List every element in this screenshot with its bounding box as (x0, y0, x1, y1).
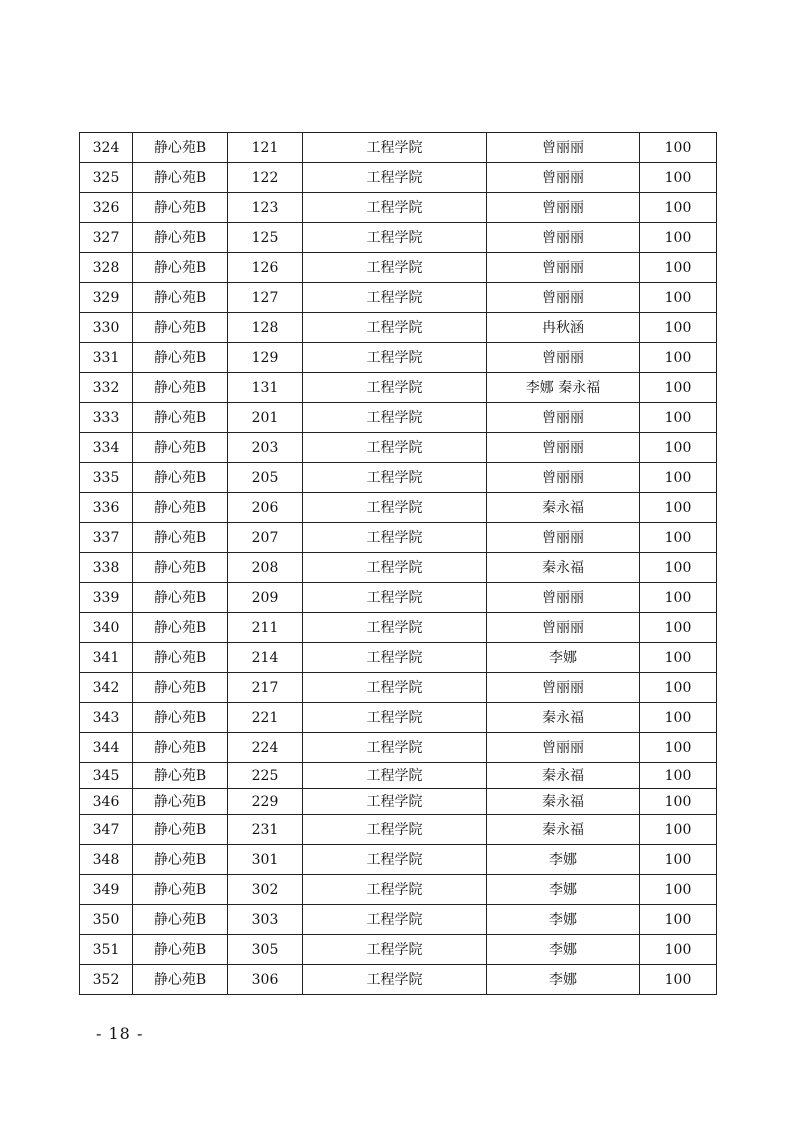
building-cell: 静心苑B (133, 733, 228, 763)
person-in-charge-cell: 曾丽丽 (487, 253, 640, 283)
college-cell: 工程学院 (303, 283, 487, 313)
table-row (80, 815, 717, 845)
person-in-charge-cell: 曾丽丽 (487, 163, 640, 193)
person-in-charge-cell: 秦永福 (487, 493, 640, 523)
college-cell: 工程学院 (303, 163, 487, 193)
row-index-cell: 352 (80, 965, 133, 995)
row-index-cell: 340 (80, 613, 133, 643)
row-index-cell: 346 (80, 789, 133, 815)
college-cell: 工程学院 (303, 493, 487, 523)
score-cell: 100 (640, 875, 717, 905)
dormitory-table-container (79, 132, 716, 995)
college-cell: 工程学院 (303, 643, 487, 673)
building-cell: 静心苑B (133, 493, 228, 523)
room-number-cell: 301 (228, 845, 303, 875)
person-in-charge-cell: 秦永福 (487, 763, 640, 789)
building-cell: 静心苑B (133, 463, 228, 493)
table-row (80, 193, 717, 223)
college-cell: 工程学院 (303, 583, 487, 613)
row-index-cell: 335 (80, 463, 133, 493)
row-index-cell: 336 (80, 493, 133, 523)
room-number-cell: 302 (228, 875, 303, 905)
building-cell: 静心苑B (133, 845, 228, 875)
college-cell: 工程学院 (303, 223, 487, 253)
room-number-cell: 221 (228, 703, 303, 733)
room-number-cell: 217 (228, 673, 303, 703)
table-row (80, 965, 717, 995)
table-row (80, 433, 717, 463)
college-cell: 工程学院 (303, 553, 487, 583)
score-cell: 100 (640, 703, 717, 733)
score-cell: 100 (640, 403, 717, 433)
person-in-charge-cell: 曾丽丽 (487, 193, 640, 223)
college-cell: 工程学院 (303, 433, 487, 463)
room-number-cell: 123 (228, 193, 303, 223)
college-cell: 工程学院 (303, 703, 487, 733)
building-cell: 静心苑B (133, 553, 228, 583)
table-row (80, 223, 717, 253)
college-cell: 工程学院 (303, 313, 487, 343)
table-row (80, 163, 717, 193)
building-cell: 静心苑B (133, 523, 228, 553)
row-index-cell: 348 (80, 845, 133, 875)
college-cell: 工程学院 (303, 613, 487, 643)
person-in-charge-cell: 李娜 (487, 935, 640, 965)
person-in-charge-cell: 曾丽丽 (487, 283, 640, 313)
college-cell: 工程学院 (303, 253, 487, 283)
room-number-cell: 201 (228, 403, 303, 433)
score-cell: 100 (640, 583, 717, 613)
person-in-charge-cell: 秦永福 (487, 789, 640, 815)
college-cell: 工程学院 (303, 673, 487, 703)
score-cell: 100 (640, 613, 717, 643)
row-index-cell: 349 (80, 875, 133, 905)
college-cell: 工程学院 (303, 965, 487, 995)
row-index-cell: 334 (80, 433, 133, 463)
building-cell: 静心苑B (133, 643, 228, 673)
score-cell: 100 (640, 673, 717, 703)
person-in-charge-cell: 秦永福 (487, 703, 640, 733)
room-number-cell: 306 (228, 965, 303, 995)
person-in-charge-cell: 李娜 (487, 905, 640, 935)
college-cell: 工程学院 (303, 523, 487, 553)
row-index-cell: 328 (80, 253, 133, 283)
score-cell: 100 (640, 163, 717, 193)
table-row (80, 583, 717, 613)
room-number-cell: 126 (228, 253, 303, 283)
room-number-cell: 303 (228, 905, 303, 935)
score-cell: 100 (640, 433, 717, 463)
table-row (80, 133, 717, 163)
row-index-cell: 347 (80, 815, 133, 845)
score-cell: 100 (640, 905, 717, 935)
table-row (80, 613, 717, 643)
person-in-charge-cell: 冉秋涵 (487, 313, 640, 343)
building-cell: 静心苑B (133, 403, 228, 433)
building-cell: 静心苑B (133, 583, 228, 613)
table-row (80, 935, 717, 965)
row-index-cell: 343 (80, 703, 133, 733)
row-index-cell: 331 (80, 343, 133, 373)
row-index-cell: 342 (80, 673, 133, 703)
room-number-cell: 229 (228, 789, 303, 815)
building-cell: 静心苑B (133, 313, 228, 343)
room-number-cell: 129 (228, 343, 303, 373)
room-number-cell: 305 (228, 935, 303, 965)
score-cell: 100 (640, 493, 717, 523)
building-cell: 静心苑B (133, 133, 228, 163)
room-number-cell: 225 (228, 763, 303, 789)
score-cell: 100 (640, 965, 717, 995)
room-number-cell: 214 (228, 643, 303, 673)
row-index-cell: 333 (80, 403, 133, 433)
person-in-charge-cell: 曾丽丽 (487, 343, 640, 373)
room-number-cell: 208 (228, 553, 303, 583)
college-cell: 工程学院 (303, 733, 487, 763)
building-cell: 静心苑B (133, 343, 228, 373)
person-in-charge-cell: 曾丽丽 (487, 133, 640, 163)
row-index-cell: 329 (80, 283, 133, 313)
room-number-cell: 128 (228, 313, 303, 343)
person-in-charge-cell: 李娜 (487, 643, 640, 673)
row-index-cell: 344 (80, 733, 133, 763)
person-in-charge-cell: 曾丽丽 (487, 433, 640, 463)
row-index-cell: 332 (80, 373, 133, 403)
room-number-cell: 205 (228, 463, 303, 493)
building-cell: 静心苑B (133, 163, 228, 193)
building-cell: 静心苑B (133, 673, 228, 703)
table-row (80, 373, 717, 403)
room-number-cell: 121 (228, 133, 303, 163)
person-in-charge-cell: 李娜 (487, 845, 640, 875)
score-cell: 100 (640, 789, 717, 815)
table-body (80, 133, 717, 995)
row-index-cell: 339 (80, 583, 133, 613)
page-number: - 18 - (96, 1024, 144, 1043)
table-row (80, 703, 717, 733)
room-number-cell: 211 (228, 613, 303, 643)
college-cell: 工程学院 (303, 343, 487, 373)
score-cell: 100 (640, 463, 717, 493)
building-cell: 静心苑B (133, 613, 228, 643)
table-row (80, 789, 717, 815)
room-number-cell: 127 (228, 283, 303, 313)
college-cell: 工程学院 (303, 815, 487, 845)
building-cell: 静心苑B (133, 703, 228, 733)
room-number-cell: 207 (228, 523, 303, 553)
building-cell: 静心苑B (133, 935, 228, 965)
dormitory-table (79, 132, 717, 995)
table-row (80, 763, 717, 789)
score-cell: 100 (640, 313, 717, 343)
score-cell: 100 (640, 733, 717, 763)
table-row (80, 283, 717, 313)
college-cell: 工程学院 (303, 193, 487, 223)
row-index-cell: 327 (80, 223, 133, 253)
score-cell: 100 (640, 845, 717, 875)
table-row (80, 403, 717, 433)
table-row (80, 313, 717, 343)
person-in-charge-cell: 曾丽丽 (487, 583, 640, 613)
person-in-charge-cell: 李娜 (487, 875, 640, 905)
college-cell: 工程学院 (303, 763, 487, 789)
score-cell: 100 (640, 815, 717, 845)
person-in-charge-cell: 曾丽丽 (487, 523, 640, 553)
row-index-cell: 338 (80, 553, 133, 583)
table-row (80, 905, 717, 935)
building-cell: 静心苑B (133, 789, 228, 815)
row-index-cell: 350 (80, 905, 133, 935)
score-cell: 100 (640, 253, 717, 283)
score-cell: 100 (640, 523, 717, 553)
college-cell: 工程学院 (303, 789, 487, 815)
person-in-charge-cell: 曾丽丽 (487, 403, 640, 433)
table-row (80, 553, 717, 583)
person-in-charge-cell: 李娜 (487, 965, 640, 995)
room-number-cell: 206 (228, 493, 303, 523)
college-cell: 工程学院 (303, 463, 487, 493)
score-cell: 100 (640, 553, 717, 583)
building-cell: 静心苑B (133, 965, 228, 995)
college-cell: 工程学院 (303, 905, 487, 935)
table-row (80, 875, 717, 905)
person-in-charge-cell: 曾丽丽 (487, 223, 640, 253)
score-cell: 100 (640, 935, 717, 965)
college-cell: 工程学院 (303, 133, 487, 163)
room-number-cell: 231 (228, 815, 303, 845)
row-index-cell: 341 (80, 643, 133, 673)
person-in-charge-cell: 秦永福 (487, 815, 640, 845)
table-row (80, 673, 717, 703)
building-cell: 静心苑B (133, 815, 228, 845)
table-row (80, 463, 717, 493)
room-number-cell: 131 (228, 373, 303, 403)
building-cell: 静心苑B (133, 283, 228, 313)
row-index-cell: 326 (80, 193, 133, 223)
person-in-charge-cell: 曾丽丽 (487, 673, 640, 703)
score-cell: 100 (640, 763, 717, 789)
table-row (80, 343, 717, 373)
person-in-charge-cell: 曾丽丽 (487, 613, 640, 643)
score-cell: 100 (640, 343, 717, 373)
score-cell: 100 (640, 223, 717, 253)
building-cell: 静心苑B (133, 253, 228, 283)
room-number-cell: 122 (228, 163, 303, 193)
building-cell: 静心苑B (133, 763, 228, 789)
table-row (80, 845, 717, 875)
room-number-cell: 203 (228, 433, 303, 463)
table-row (80, 733, 717, 763)
table-row (80, 643, 717, 673)
person-in-charge-cell: 李娜 秦永福 (487, 373, 640, 403)
college-cell: 工程学院 (303, 845, 487, 875)
college-cell: 工程学院 (303, 875, 487, 905)
row-index-cell: 351 (80, 935, 133, 965)
college-cell: 工程学院 (303, 403, 487, 433)
table-row (80, 493, 717, 523)
person-in-charge-cell: 曾丽丽 (487, 463, 640, 493)
table-row (80, 523, 717, 553)
score-cell: 100 (640, 373, 717, 403)
room-number-cell: 209 (228, 583, 303, 613)
person-in-charge-cell: 秦永福 (487, 553, 640, 583)
score-cell: 100 (640, 193, 717, 223)
building-cell: 静心苑B (133, 905, 228, 935)
building-cell: 静心苑B (133, 433, 228, 463)
building-cell: 静心苑B (133, 193, 228, 223)
room-number-cell: 125 (228, 223, 303, 253)
room-number-cell: 224 (228, 733, 303, 763)
row-index-cell: 337 (80, 523, 133, 553)
building-cell: 静心苑B (133, 373, 228, 403)
table-row (80, 253, 717, 283)
score-cell: 100 (640, 133, 717, 163)
building-cell: 静心苑B (133, 223, 228, 253)
row-index-cell: 330 (80, 313, 133, 343)
building-cell: 静心苑B (133, 875, 228, 905)
college-cell: 工程学院 (303, 373, 487, 403)
college-cell: 工程学院 (303, 935, 487, 965)
person-in-charge-cell: 曾丽丽 (487, 733, 640, 763)
score-cell: 100 (640, 643, 717, 673)
row-index-cell: 325 (80, 163, 133, 193)
row-index-cell: 324 (80, 133, 133, 163)
score-cell: 100 (640, 283, 717, 313)
row-index-cell: 345 (80, 763, 133, 789)
